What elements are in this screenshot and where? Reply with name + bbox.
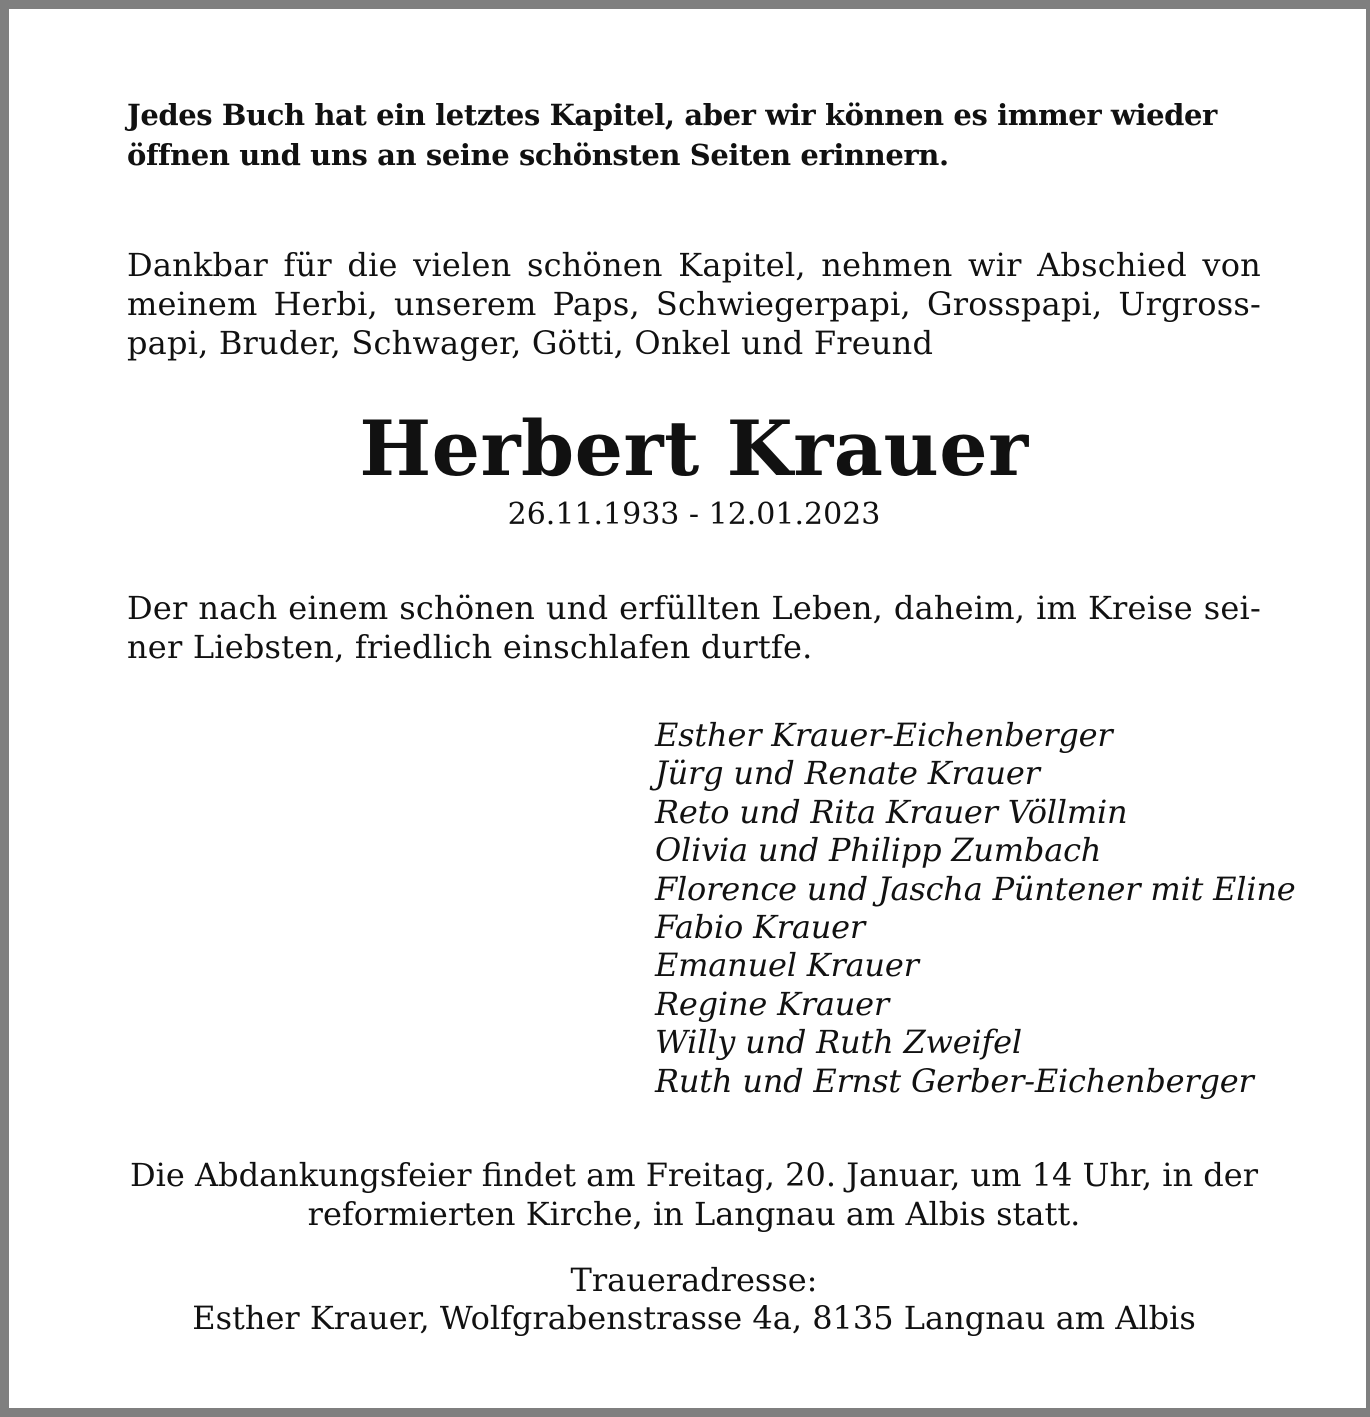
mourner: Reto und Rita Krauer Völlmin bbox=[655, 792, 1128, 831]
service-announcement bbox=[127, 1156, 1261, 1234]
passing-paragraph bbox=[127, 589, 1261, 667]
address-label: Traueradresse: bbox=[570, 1261, 818, 1299]
mourner: Regine Krauer bbox=[655, 984, 889, 1023]
quote-line-2: öffnen und uns an seine schönsten Seiten erinnern. bbox=[127, 138, 949, 172]
mourning-address bbox=[127, 1261, 1261, 1337]
mourners-list bbox=[655, 716, 1296, 1100]
intro-paragraph bbox=[127, 246, 1261, 363]
mourner: Olivia und Philipp Zumbach bbox=[655, 831, 1102, 870]
mourner: Fabio Krauer bbox=[655, 908, 865, 947]
mourner: Esther Krauer-Eichenberger bbox=[655, 716, 1113, 754]
mourner: Ruth und Ernst Gerber-Eichenberger bbox=[655, 1061, 1254, 1100]
deceased-name: Herbert Krauer bbox=[359, 404, 1029, 493]
service-line-1: Die Abdankungsfeier findet am Freitag, 20. Januar, um 14 Uhr, in der bbox=[130, 1156, 1258, 1194]
address-value: Esther Krauer, Wolfgrabenstrasse 4a, 8135 Langnau am Albis bbox=[192, 1299, 1196, 1337]
passing-line-2: ner Liebsten, friedlich einschlafen durtfe. bbox=[127, 628, 813, 666]
intro-line-1: Dankbar für die vielen schönen Kapitel, nehmen wir Abschied von bbox=[127, 246, 1261, 284]
quote-line-1: Jedes Buch hat ein letztes Kapitel, aber wir können es immer wieder bbox=[127, 98, 1217, 132]
opening-quote bbox=[127, 95, 1261, 175]
service-line-2: reformierten Kirche, in Langnau am Albis statt. bbox=[307, 1195, 1081, 1233]
mourner: Florence und Jascha Püntener mit Eline bbox=[655, 869, 1296, 908]
intro-line-2: meinem Herbi, unserem Paps, Schwiegerpapi, Grosspapi, Urgross- bbox=[127, 285, 1261, 323]
mourner: Willy und Ruth Zweifel bbox=[655, 1023, 1022, 1062]
mourner: Jürg und Renate Krauer bbox=[655, 754, 1040, 793]
intro-line-3: papi, Bruder, Schwager, Götti, Onkel und Freund bbox=[127, 324, 934, 362]
passing-line-1: Der nach einem schönen und erfüllten Leben, daheim, im Kreise sei- bbox=[127, 589, 1261, 627]
mourner: Emanuel Krauer bbox=[655, 946, 919, 985]
life-dates: 26.11.1933 - 12.01.2023 bbox=[507, 497, 881, 532]
